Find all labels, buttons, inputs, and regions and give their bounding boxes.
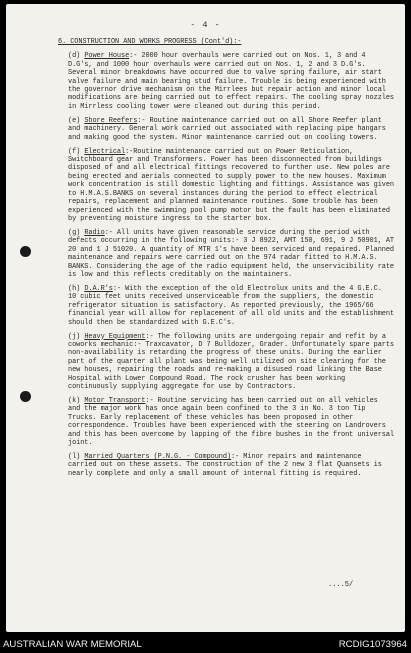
paragraph-label: (j) <box>68 332 81 341</box>
paragraph-separator: :- <box>112 284 121 293</box>
paragraph-body: Routine maintenance carried out on all Shore Reefer plant and machinery. General work carried out associated with replacing pipe hangars and making good the system. Minor maintenance carried out on cooling towers. <box>68 116 386 142</box>
punch-hole <box>20 246 31 257</box>
paragraph-label: (g) <box>68 228 81 237</box>
paragraph-separator: :- <box>129 52 138 61</box>
paragraph-label: (k) <box>68 397 81 405</box>
paragraph-motor-transport <box>68 397 394 447</box>
paragraph-label: (h) <box>68 284 81 293</box>
paragraph-label: (l) <box>68 453 81 462</box>
paragraph-title: Electrical <box>84 147 126 156</box>
paragraph-power-house <box>68 52 394 111</box>
paragraph-label: (e) <box>68 116 81 125</box>
paragraph-separator: :- <box>231 453 240 462</box>
section-heading-text: 6. CONSTRUCTION AND WORKS PROGRESS (Cont'd):- <box>58 38 242 46</box>
paragraph-body: All units have given reasonable service during the period with defects occurring in the following units:- 3 J 8922, AMT 150, 691, 9 J 50901, AT 20 and 1 J 51020. A quantity of MTR 1's have been serviced and repaired. Planned maintenance and repairs were carried out on the 974 radar fitted to H.M.A.S. BANKS. Considering the age of the radio equipment held, the unservicibility rate is low and this reflects creditably on the maintainers. <box>68 228 395 279</box>
paragraph-body: The following units are undergoing repair and refit by a coworks mechanic:- Traxcavator, D 7 Bulldozer, Grader. Unfortunately spare parts non-availability is retarding the progress of these units. During the earlier part of the quarter all plant was being well utilized on site clearing for the new houses, repairing the roads and re-making a disused road linking the Base Hospital with Lower Compound Road. The rock crusher has been working continuously supplying aggregate for use by Contractors. <box>68 332 395 391</box>
paragraph-title: Married Quarters (P.N.G. - Compound) <box>84 453 232 462</box>
paragraph-dars <box>68 285 394 327</box>
paragraph-label: (f) <box>68 147 81 156</box>
section-heading <box>58 38 394 46</box>
paragraph-married-quarters <box>68 453 394 478</box>
paragraph-separator: :- <box>125 147 134 156</box>
continuation-marker: ....5/ <box>328 581 354 589</box>
punch-hole <box>20 391 31 402</box>
paragraph-shore-reefers <box>68 117 394 142</box>
document-page <box>6 4 405 632</box>
paragraph-heavy-equipment <box>68 333 394 392</box>
paragraph-body: Routine servicing has been carried out on all vehicles and the major work has once again been confined to the 3 in No. 3 ton Tip Trucks. Early replacement of these vehicles has been proposed in other correspondence. Troubles have been experienced with the steering on Landrovers and this has been overcome by lapping of the fibre bushes in the front universal joint. <box>68 397 395 448</box>
record-id: RCDIG1073964 <box>338 639 407 650</box>
paragraph-separator: :- <box>104 228 113 237</box>
paragraph-separator: :- <box>145 332 154 341</box>
document-body <box>58 38 395 484</box>
paragraph-body: 2000 hour overhauls were carried out on Nos. 1, 3 and 4 D.G's, and 1000 hour overhauls were carried out on Nos. 1, 2 and 3 D.G's. Several minor breakdowns have occurred due to valve spring failure, air start valve failure and main bearing stud failure. Trouble is being experienced with the governor drive mechanism on the Mirrlees but repair action and minor local modifications are being carried out to effect repairs. The cooling spray nozzles in Mirrless cooling tower were cleaned out during this period. <box>68 52 395 111</box>
paragraph-title: Shore Reefers <box>84 116 138 125</box>
paragraph-radio <box>68 229 394 279</box>
paragraph-title: D.A.R's <box>84 284 113 293</box>
paragraph-body: Minor repairs and maintenance carried out on these assets. The construction of the 2 new 3 flat Quansets is nearly complete and only a small amount of internal fitting is required. <box>68 453 382 478</box>
paragraph-body: Routine maintenance carried out on Power Reticulation, Switchboard gear and Transformers. Power has been disconnected from buildings disposed of and all electrical fittings recovered to further use. New poles are being erected and aerials connected to supply power to the new houses. Maximum work concentration is still domestic lighting and fittings. Assistance was given to H.M.A.S.BANKS on several instances during the period to effect electrical repairs, replacement and planned maintenance routines. Some trouble has been experienced with the swimming pool pump motor but the fault has been eliminated by preventing moisture ingress to the starter box. <box>68 147 395 223</box>
paragraph-title: Motor Transport <box>84 397 146 405</box>
paragraph-title: Heavy Equipment <box>84 332 146 341</box>
paragraph-electrical <box>68 148 394 224</box>
paragraph-label: (d) <box>68 52 81 61</box>
archive-name: AUSTRALIAN WAR MEMORIAL <box>3 639 142 650</box>
page-number: - 4 - <box>190 20 221 30</box>
paragraph-body: With the exception of the old Electrolux units and the 4 G.E.C. 10 cubic feet units received unserviceable from the suppliers, the domestic refrigerator situation is satisfactory. As reported previously, the 1965/66 financial year will allow for replacement of all old units and the establishment should then be standardized with G.E.C's. <box>68 284 395 327</box>
paragraph-separator: :- <box>137 116 146 125</box>
paragraph-title: Power House <box>84 52 130 61</box>
paragraph-separator: :- <box>145 397 154 405</box>
archive-footer <box>0 636 411 653</box>
paragraph-title: Radio <box>84 228 105 237</box>
